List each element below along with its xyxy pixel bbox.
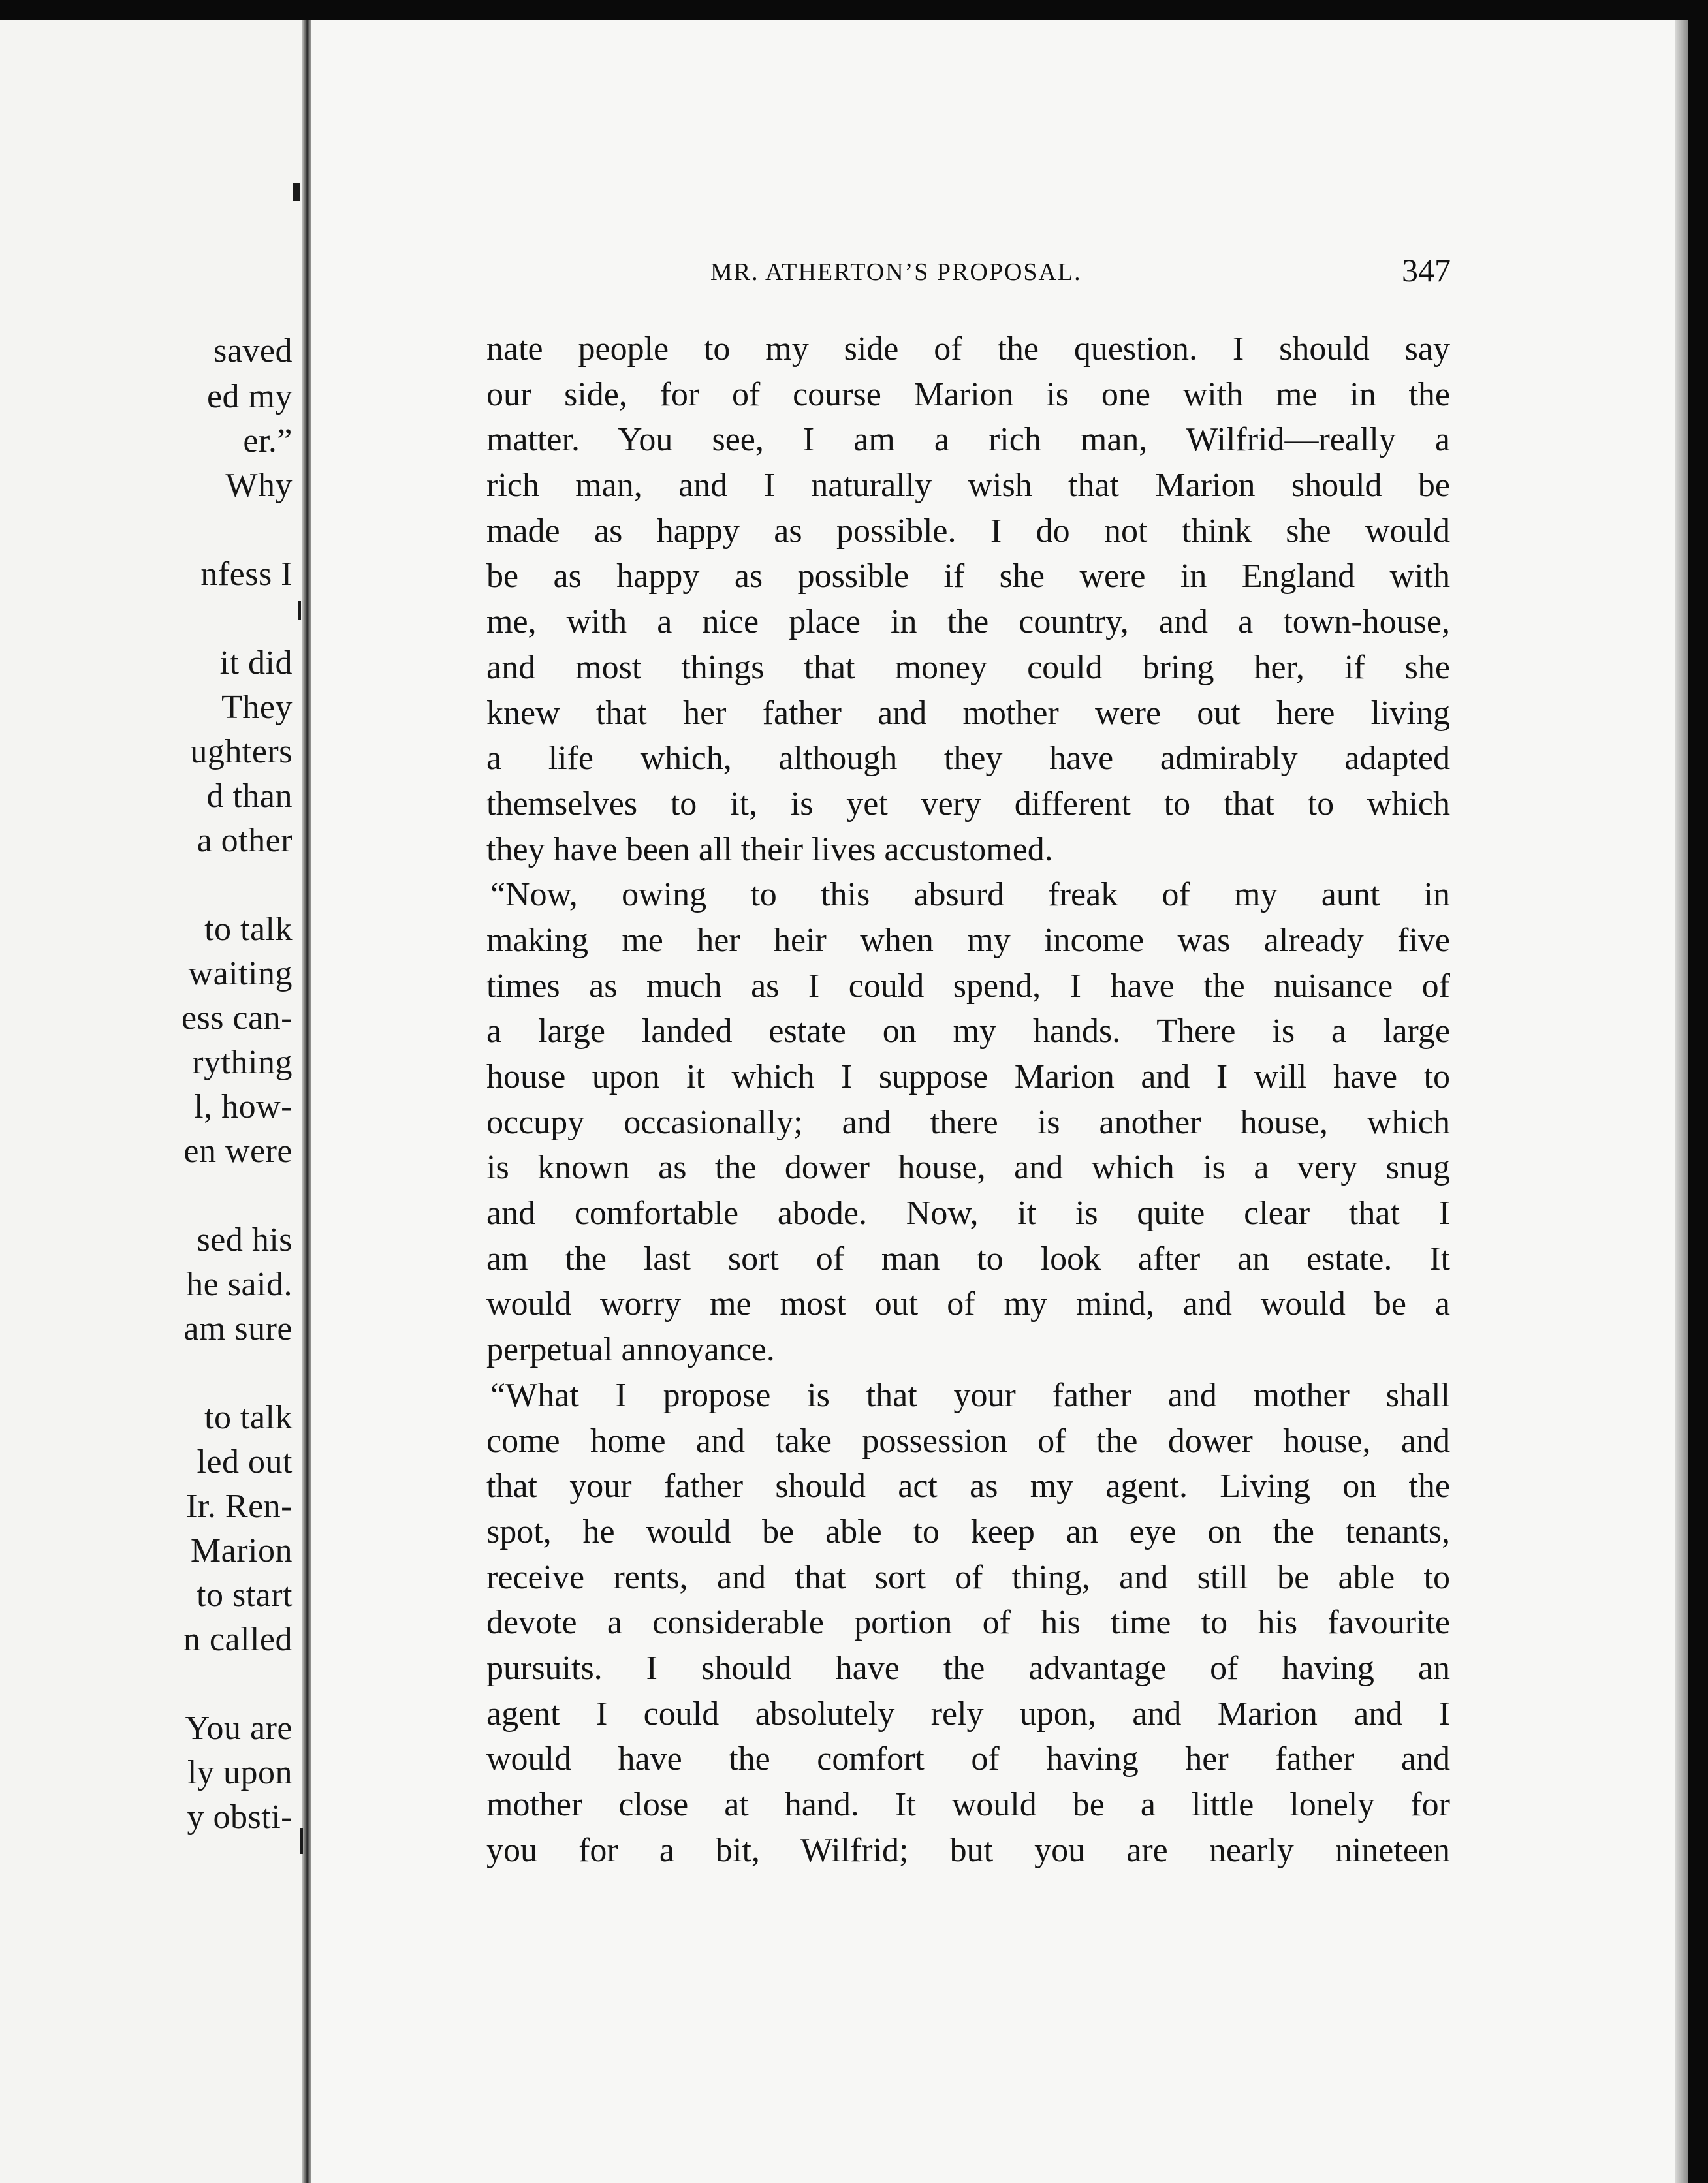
running-head <box>403 251 1451 291</box>
text-fragment: d than <box>206 777 293 815</box>
binding-mark <box>293 183 300 201</box>
page-number: 347 <box>1402 252 1451 289</box>
text-fragment: ed my <box>206 378 293 415</box>
text-fragment: saved <box>214 332 293 369</box>
text-fragment: ly upon <box>187 1754 293 1791</box>
text-fragment: er.” <box>243 422 293 460</box>
text-line: matter. You see, I am a rich man, Wilfrid—really a <box>486 421 1450 459</box>
text-fragment: rything <box>192 1044 293 1081</box>
text-fragment: sed his <box>197 1221 293 1259</box>
text-fragment: Why <box>225 467 293 504</box>
text-line: nate people to my side of the question. I should say <box>486 330 1450 368</box>
text-line: times as much as I could spend, I have the nuisance of <box>486 967 1450 1005</box>
running-title: MR. ATHERTON’S PROPOSAL. <box>710 259 1082 286</box>
text-fragment: he said. <box>186 1266 293 1303</box>
text-fragment: n called <box>183 1621 293 1658</box>
text-line: agent I could absolutely rely upon, and Marion and I <box>486 1695 1450 1733</box>
text-line: mother close at hand. It would be a little lonely for <box>486 1786 1450 1823</box>
text-line: devote a considerable portion of his time to his favourite <box>486 1604 1450 1642</box>
text-line: our side, for of course Marion is one with me in the <box>486 375 1450 413</box>
text-line: and comfortable abode. Now, it is quite clear that I <box>486 1195 1450 1233</box>
text-fragment: nfess I <box>200 556 293 593</box>
text-fragment: l, how- <box>194 1088 293 1125</box>
text-line: perpetual annoyance. <box>486 1331 775 1369</box>
text-line: house upon it which I suppose Marion and I will have to <box>486 1058 1450 1095</box>
text-line: receive rents, and that sort of thing, and still be able to <box>486 1558 1450 1596</box>
text-line: rich man, and I naturally wish that Marion should be <box>486 467 1450 505</box>
text-line: would worry me most out of my mind, and would be a <box>486 1285 1450 1323</box>
binding-mark <box>300 1828 303 1854</box>
text-fragment: Ir. Ren- <box>186 1488 293 1525</box>
text-fragment: They <box>221 689 293 726</box>
binding-mark <box>298 601 301 620</box>
text-line: they have been all their lives accustomed. <box>486 830 1053 868</box>
text-fragment: ughters <box>190 733 293 770</box>
text-line: you for a bit, Wilfrid; but you are nearly nineteen <box>486 1831 1450 1869</box>
text-fragment: led out <box>197 1443 293 1481</box>
text-fragment: to talk <box>204 911 293 948</box>
left-page <box>0 20 307 2183</box>
text-line: spot, he would be able to keep an eye on the tenants, <box>486 1513 1450 1550</box>
text-line: pursuits. I should have the advantage of having an <box>486 1649 1450 1687</box>
text-line: making me her heir when my income was already five <box>486 921 1450 959</box>
text-line: and most things that money could bring her, if she <box>486 648 1450 686</box>
text-fragment: to talk <box>204 1399 293 1436</box>
text-line: a large landed estate on my hands. There is a large <box>486 1013 1450 1050</box>
text-line: me, with a nice place in the country, and a town-house, <box>486 603 1450 641</box>
text-line: a life which, although they have admirably adapted <box>486 740 1450 777</box>
text-line: “What I propose is that your father and mother shall <box>490 1376 1450 1414</box>
text-line: be as happy as possible if she were in England with <box>486 558 1450 595</box>
body-text <box>486 326 1450 1873</box>
text-line: would have the comfort of having her father and <box>486 1740 1450 1778</box>
text-fragment: to start <box>197 1577 293 1614</box>
text-line: come home and take possession of the dower house, and <box>486 1422 1450 1460</box>
text-fragment: You are <box>185 1710 293 1747</box>
text-line: themselves to it, is yet very different to that to which <box>486 785 1450 823</box>
text-line: is known as the dower house, and which is a very snug <box>486 1149 1450 1187</box>
text-line: “Now, owing to this absurd freak of my aunt in <box>490 876 1450 914</box>
text-line: knew that her father and mother were out here living <box>486 694 1450 732</box>
text-fragment: en were <box>183 1133 293 1170</box>
book-gutter <box>302 20 311 2183</box>
text-line: occupy occasionally; and there is another house, which <box>486 1103 1450 1141</box>
text-line: that your father should act as my agent. Living on the <box>486 1468 1450 1505</box>
text-fragment: Marion <box>190 1532 293 1569</box>
text-fragment: a other <box>197 822 293 859</box>
text-line: made as happy as possible. I do not think she would <box>486 512 1450 550</box>
text-fragment: it did <box>219 644 293 682</box>
page-edge <box>1675 20 1688 2183</box>
text-fragment: waiting <box>188 955 293 992</box>
text-fragment: am sure <box>183 1310 293 1347</box>
text-fragment: ess can- <box>181 999 293 1037</box>
text-line: am the last sort of man to look after an estate. It <box>486 1240 1450 1278</box>
text-fragment: y obsti- <box>187 1798 293 1836</box>
